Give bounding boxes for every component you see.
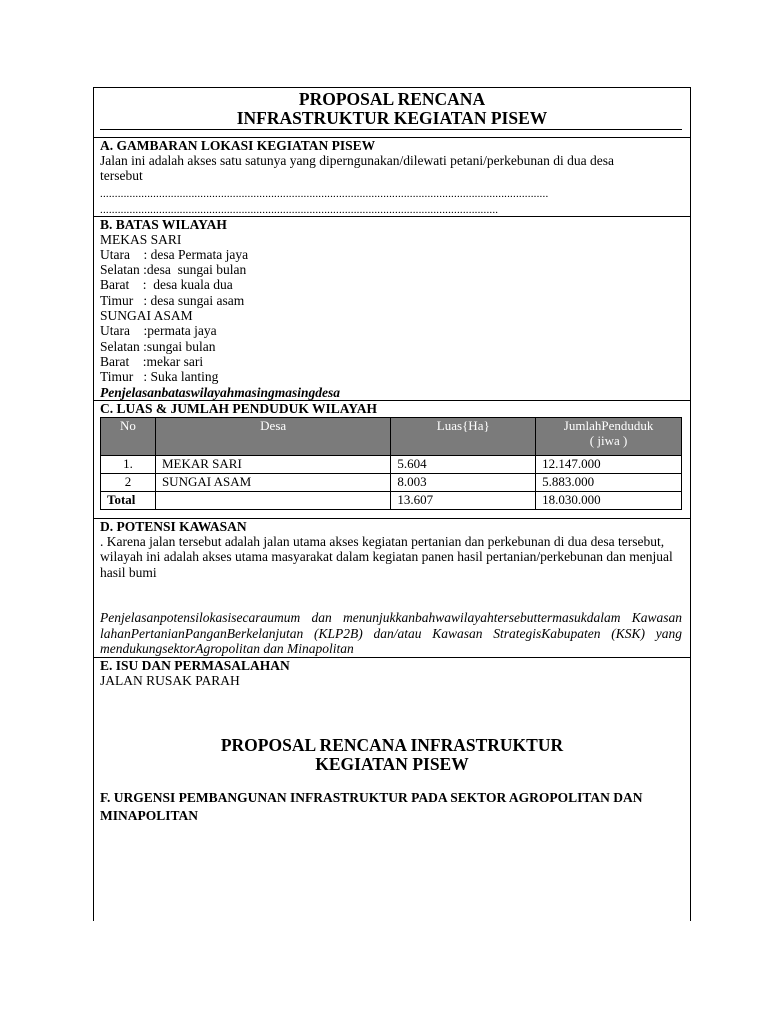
village1-border-north: Utara : desa Permata jaya — [100, 247, 249, 262]
village2-border-south: Selatan :sungai bulan — [100, 339, 216, 354]
cell-total-luas: 13.607 — [391, 492, 536, 510]
table-header-row — [101, 418, 682, 456]
page-title-line1: PROPOSAL RENCANA — [298, 89, 486, 109]
table-row — [101, 474, 682, 492]
cell-penduduk: 12.147.000 — [536, 456, 682, 474]
section-b-note: Penjelasanbataswilayahmasingmasingdesa — [100, 385, 341, 400]
cell-total-desa — [155, 492, 390, 510]
title-underline — [100, 129, 682, 130]
section-c-heading: C. LUAS & JUMLAH PENDUDUK WILAYAH — [100, 401, 378, 416]
cell-luas: 8.003 — [391, 474, 536, 492]
section-d-note: Penjelasanpotensilokasisecaraumum dan menunjukkanbahwawilayahtersebuttermasukdalam Kawasan lahanPertanianPanganBerkelanjutan (KLP2B) dan/atau Kawasan StrategisKabupaten (KSK) yang mendukungsektorAgropolitan dan Minapolitan — [100, 610, 682, 656]
cell-luas: 5.604 — [391, 456, 536, 474]
cell-desa: SUNGAI ASAM — [155, 474, 390, 492]
village2-border-north: Utara :permata jaya — [100, 323, 217, 338]
cell-total-penduduk: 18.030.000 — [536, 492, 682, 510]
table-row — [101, 456, 682, 474]
cell-desa: MEKAR SARI — [155, 456, 390, 474]
village2-name: SUNGAI ASAM — [100, 308, 193, 323]
village2-border-east: Timur : Suka lanting — [100, 369, 219, 384]
section-a-dots1: ........................................................................................................................................................ — [100, 188, 549, 200]
population-table — [100, 417, 682, 510]
second-title-line1: PROPOSAL RENCANA INFRASTRUKTUR — [220, 735, 564, 755]
section-f-heading-line2: MINAPOLITAN — [100, 808, 199, 823]
village2-border-west: Barat :mekar sari — [100, 354, 204, 369]
village1-border-south: Selatan :desa sungai bulan — [100, 262, 247, 277]
village1-border-west: Barat : desa kuala dua — [100, 277, 233, 292]
section-a-text: Jalan ini adalah akses satu satunya yang diperngunakan/dilewati petani/perkebunan di dua desa tersebut — [100, 153, 614, 184]
section-a-dots2: ....................................................................................................................................... — [100, 204, 499, 216]
cell-total-label: Total — [101, 492, 156, 510]
village1-name: MEKAS SARI — [100, 232, 182, 247]
second-title-line2: KEGIATAN PISEW — [315, 754, 469, 774]
cell-penduduk: 5.883.000 — [536, 474, 682, 492]
header-penduduk: JumlahPenduduk ( jiwa ) — [536, 418, 682, 456]
cell-no: 1. — [101, 456, 156, 474]
section-e-text: JALAN RUSAK PARAH — [100, 673, 240, 688]
page-title-line2: INFRASTRUKTUR KEGIATAN PISEW — [236, 108, 548, 128]
section-d-heading: D. POTENSI KAWASAN — [100, 519, 247, 534]
section-a-heading: A. GAMBARAN LOKASI KEGIATAN PISEW — [100, 138, 376, 153]
section-b-heading: B. BATAS WILAYAH — [100, 217, 227, 232]
section-d-text: . Karena jalan tersebut adalah jalan utama akses kegiatan pertanian dan perkebunan di dua desa tersebut, wilayah ini adalah akses utama masyarakat dalam kegiatan panen hasil pertanian/perkebunan dan menjual hasil bumi — [100, 534, 673, 580]
document-frame — [93, 87, 691, 921]
cell-no: 2 — [101, 474, 156, 492]
section-e-heading: E. ISU DAN PERMASALAHAN — [100, 658, 290, 673]
table-total-row — [101, 492, 682, 510]
header-desa: Desa — [155, 418, 390, 456]
header-no: No — [101, 418, 156, 456]
section-f-heading-line1: F. URGENSI PEMBANGUNAN INFRASTRUKTUR PADA SEKTOR AGROPOLITAN DAN — [100, 790, 643, 805]
village1-border-east: Timur : desa sungai asam — [100, 293, 245, 308]
header-luas: Luas{Ha} — [391, 418, 536, 456]
